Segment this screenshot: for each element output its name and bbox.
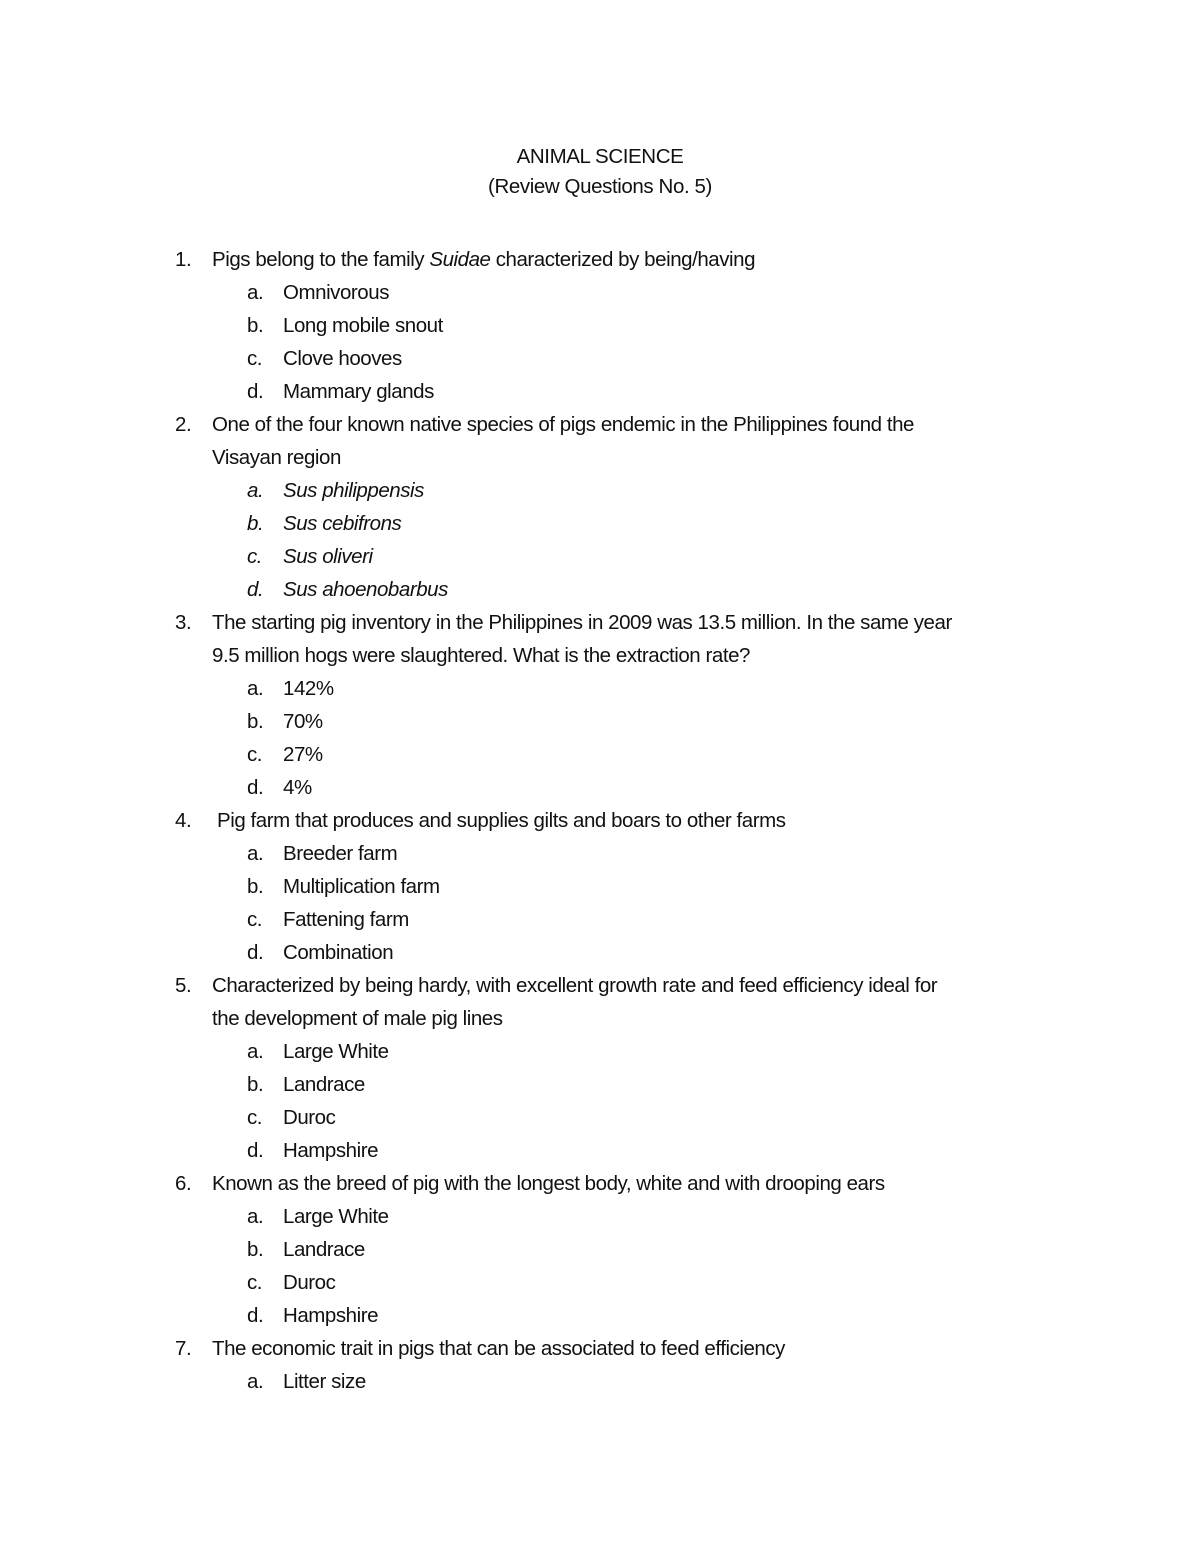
option-a xyxy=(0,672,1200,705)
option-text: Combination xyxy=(283,941,394,964)
option-text: Sus cebifrons xyxy=(283,512,402,535)
option-letter: d. xyxy=(247,776,264,799)
option-a xyxy=(0,1365,1200,1398)
option-a xyxy=(0,276,1200,309)
option-text: Mammary glands xyxy=(283,380,434,403)
option-text: Long mobile snout xyxy=(283,314,443,337)
option-d xyxy=(0,573,1200,606)
question-number: 6. xyxy=(175,1172,192,1195)
option-text: Landrace xyxy=(283,1238,365,1261)
option-text: Hampshire xyxy=(283,1139,379,1162)
option-a xyxy=(0,474,1200,507)
option-letter: d. xyxy=(247,578,264,601)
option-text: Duroc xyxy=(283,1271,336,1294)
option-letter: b. xyxy=(247,1238,264,1261)
question-text: Pig farm that produces and supplies gilts and boars to other farms xyxy=(217,809,786,832)
option-text: Fattening farm xyxy=(283,908,409,931)
option-letter: c. xyxy=(247,1106,263,1129)
question-7 xyxy=(0,1332,1200,1398)
option-text: Multiplication farm xyxy=(283,875,440,898)
question-4 xyxy=(0,804,1200,969)
question-text-italic: Suidae xyxy=(429,248,491,271)
question-number: 1. xyxy=(175,248,192,271)
question-number: 2. xyxy=(175,413,192,436)
option-text: Litter size xyxy=(283,1370,366,1393)
question-text: The starting pig inventory in the Philippines in 2009 was 13.5 million. In the same year xyxy=(212,611,952,634)
option-d xyxy=(0,375,1200,408)
question-line xyxy=(0,804,1200,837)
option-letter: c. xyxy=(247,743,263,766)
question-text-continued: the development of male pig lines xyxy=(212,1007,503,1030)
option-letter: b. xyxy=(247,512,264,535)
title-block xyxy=(0,142,1200,202)
question-line xyxy=(0,1332,1200,1365)
option-c xyxy=(0,738,1200,771)
question-text xyxy=(212,243,755,276)
option-letter: d. xyxy=(247,1304,264,1327)
option-letter: b. xyxy=(247,314,264,337)
option-letter: a. xyxy=(247,479,264,502)
option-text: Hampshire xyxy=(283,1304,379,1327)
option-letter: d. xyxy=(247,1139,264,1162)
option-letter: d. xyxy=(247,941,264,964)
document-title: ANIMAL SCIENCE xyxy=(516,145,684,168)
option-text: Breeder farm xyxy=(283,842,398,865)
option-letter: a. xyxy=(247,281,264,304)
option-a xyxy=(0,1200,1200,1233)
option-a xyxy=(0,1035,1200,1068)
question-text: Characterized by being hardy, with excellent growth rate and feed efficiency ideal for xyxy=(212,974,938,997)
question-number: 5. xyxy=(175,974,192,997)
question-line xyxy=(0,969,1200,1002)
option-d xyxy=(0,1299,1200,1332)
option-b xyxy=(0,507,1200,540)
question-6 xyxy=(0,1167,1200,1332)
option-b xyxy=(0,1233,1200,1266)
question-line xyxy=(0,1167,1200,1200)
question-number: 4. xyxy=(175,809,192,832)
option-c xyxy=(0,903,1200,936)
option-d xyxy=(0,936,1200,969)
question-line-continued xyxy=(0,441,1200,474)
option-letter: a. xyxy=(247,1370,264,1393)
option-letter: b. xyxy=(247,1073,264,1096)
question-text-part: Pigs belong to the family xyxy=(212,248,430,271)
option-letter: c. xyxy=(247,908,263,931)
option-c xyxy=(0,342,1200,375)
option-letter: a. xyxy=(247,677,264,700)
option-b xyxy=(0,309,1200,342)
option-letter: c. xyxy=(247,347,263,370)
option-letter: a. xyxy=(247,1205,264,1228)
question-list xyxy=(0,243,1200,1398)
question-5 xyxy=(0,969,1200,1167)
option-letter: c. xyxy=(247,1271,263,1294)
option-text: 27% xyxy=(283,743,323,766)
option-d xyxy=(0,771,1200,804)
option-d xyxy=(0,1134,1200,1167)
option-b xyxy=(0,705,1200,738)
question-1 xyxy=(0,243,1200,408)
option-text: Clove hooves xyxy=(283,347,402,370)
question-text-continued: Visayan region xyxy=(212,446,341,469)
option-letter: c. xyxy=(247,545,263,568)
question-text: One of the four known native species of pigs endemic in the Philippines found the xyxy=(212,413,915,436)
question-number: 7. xyxy=(175,1337,192,1360)
option-c xyxy=(0,1266,1200,1299)
option-text: 142% xyxy=(283,677,334,700)
question-3 xyxy=(0,606,1200,804)
question-line-continued xyxy=(0,1002,1200,1035)
option-letter: a. xyxy=(247,842,264,865)
option-b xyxy=(0,870,1200,903)
question-text: The economic trait in pigs that can be associated to feed efficiency xyxy=(212,1337,785,1360)
option-text: 4% xyxy=(283,776,312,799)
option-text: Sus oliveri xyxy=(283,545,373,568)
question-line xyxy=(0,408,1200,441)
option-letter: b. xyxy=(247,875,264,898)
option-text: Large White xyxy=(283,1040,389,1063)
option-text: 70% xyxy=(283,710,323,733)
option-text: Duroc xyxy=(283,1106,336,1129)
option-c xyxy=(0,1101,1200,1134)
option-c xyxy=(0,540,1200,573)
option-b xyxy=(0,1068,1200,1101)
question-line xyxy=(0,243,1200,276)
question-text: Known as the breed of pig with the longest body, white and with drooping ears xyxy=(212,1172,885,1195)
option-text: Large White xyxy=(283,1205,389,1228)
option-text: Omnivorous xyxy=(283,281,390,304)
question-number: 3. xyxy=(175,611,192,634)
option-text: Sus philippensis xyxy=(283,479,424,502)
option-letter: d. xyxy=(247,380,264,403)
question-2 xyxy=(0,408,1200,606)
option-a xyxy=(0,837,1200,870)
option-letter: a. xyxy=(247,1040,264,1063)
option-text: Sus ahoenobarbus xyxy=(283,578,448,601)
question-line-continued xyxy=(0,639,1200,672)
question-text-part: characterized by being/having xyxy=(490,248,756,271)
option-letter: b. xyxy=(247,710,264,733)
document-subtitle: (Review Questions No. 5) xyxy=(488,175,712,198)
question-text-continued: 9.5 million hogs were slaughtered. What is the extraction rate? xyxy=(212,644,750,667)
question-line xyxy=(0,606,1200,639)
option-text: Landrace xyxy=(283,1073,365,1096)
